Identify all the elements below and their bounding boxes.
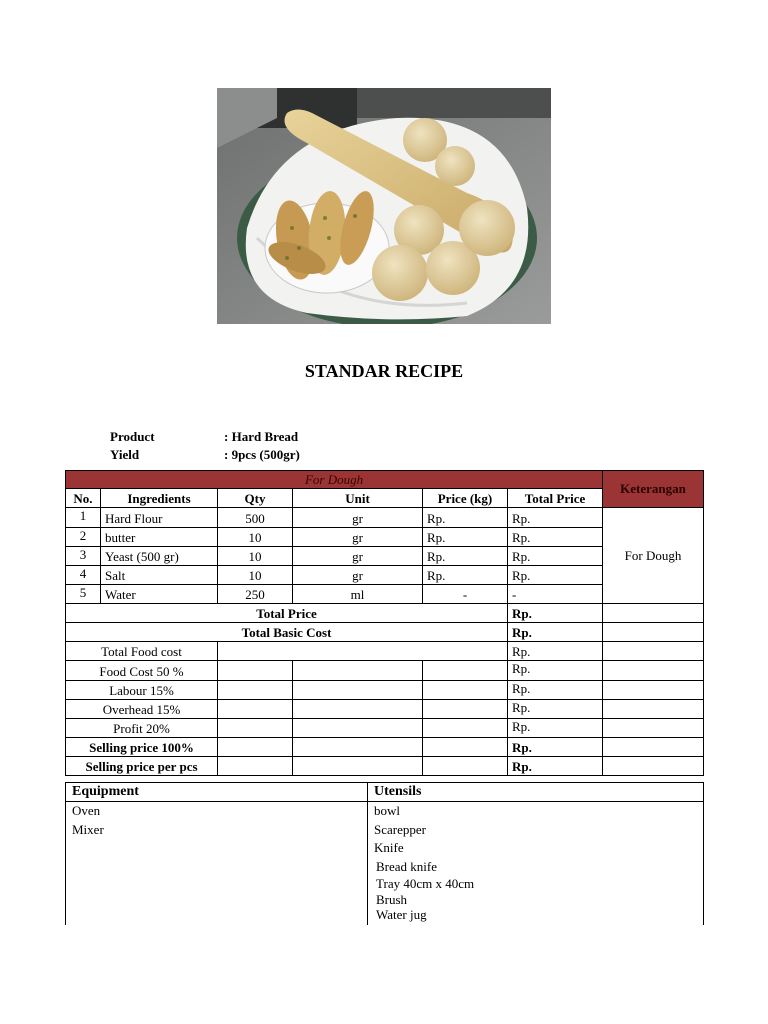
cost-value: Rp.: [508, 757, 603, 776]
keterangan-value: For Dough: [603, 508, 704, 604]
equipment-utensils-table: [65, 782, 704, 925]
row-total: -: [508, 585, 603, 604]
equipment-list: [66, 802, 368, 926]
row-price: Rp.: [423, 508, 508, 528]
row-price: Rp.: [423, 528, 508, 547]
total-basic-cost-label: Total Basic Cost: [66, 623, 508, 642]
utensil-item: bowl: [374, 803, 400, 818]
col-header-no: No.: [66, 489, 101, 508]
cost-value: Rp.: [508, 661, 603, 681]
col-header-qty: Qty: [218, 489, 293, 508]
row-qty: 250: [218, 585, 293, 604]
utensil-item: Water jug: [376, 907, 427, 922]
row-qty: 10: [218, 547, 293, 566]
bread-basket-photo: [217, 88, 551, 324]
row-unit: ml: [293, 585, 423, 604]
page-title: STANDAR RECIPE: [304, 361, 464, 381]
row-price: -: [423, 585, 508, 604]
row-no: 4: [66, 566, 101, 585]
row-total: Rp.: [508, 528, 603, 547]
row-unit: gr: [293, 566, 423, 585]
row-qty: 10: [218, 566, 293, 585]
row-total: Rp.: [508, 508, 603, 528]
cost-label: Selling price per pcs: [66, 757, 218, 776]
row-no: 2: [66, 528, 101, 547]
total-price-label: Total Price: [66, 604, 508, 623]
utensil-item: Tray 40cm x 40cm: [376, 876, 475, 891]
col-header-ingredients: Ingredients: [101, 489, 218, 508]
total-basic-cost-value: Rp.: [508, 623, 603, 642]
row-qty: 500: [218, 508, 293, 528]
utensil-item: Scarepper: [374, 821, 426, 837]
row-ingredient: Hard Flour: [101, 508, 218, 528]
cost-value: Rp.: [508, 700, 603, 719]
cost-value: Rp.: [508, 738, 603, 757]
row-ingredient: butter: [101, 528, 218, 547]
yield-label: Yield: [110, 447, 140, 462]
equipment-header: Equipment: [66, 783, 368, 802]
row-no: 5: [66, 585, 101, 604]
yield-value: : 9pcs (500gr): [224, 447, 300, 462]
equipment-item: Mixer: [72, 821, 104, 837]
keterangan-header: Keterangan: [603, 471, 704, 508]
recipe-table: [65, 470, 704, 776]
col-header-unit: Unit: [293, 489, 423, 508]
col-header-price: Price (kg): [423, 489, 508, 508]
cost-label: Labour 15%: [66, 681, 218, 700]
product-value: : Hard Bread: [224, 429, 299, 444]
cost-label: Food Cost 50 %: [66, 661, 218, 681]
utensils-list: [368, 802, 704, 926]
cost-value: Rp.: [508, 681, 603, 700]
product-label: Product: [110, 429, 155, 444]
total-price-value: Rp.: [508, 604, 603, 623]
utensil-item: Bread knife: [376, 858, 438, 874]
row-qty: 10: [218, 528, 293, 547]
row-ingredient: Yeast (500 gr): [101, 547, 218, 566]
section-header: For Dough: [66, 471, 603, 489]
row-unit: gr: [293, 508, 423, 528]
equipment-item: Oven: [72, 803, 101, 818]
cost-label: Total Food cost: [66, 642, 218, 661]
row-no: 1: [66, 508, 101, 528]
row-no: 3: [66, 547, 101, 566]
row-unit: gr: [293, 547, 423, 566]
row-unit: gr: [293, 528, 423, 547]
cost-value: Rp.: [508, 642, 603, 661]
row-total: Rp.: [508, 547, 603, 566]
cost-value: Rp.: [508, 719, 603, 738]
row-price: Rp.: [423, 566, 508, 585]
cost-label: Profit 20%: [66, 719, 218, 738]
utensil-item: Knife: [374, 840, 404, 855]
row-ingredient: Water: [101, 585, 218, 604]
row-ingredient: Salt: [101, 566, 218, 585]
cost-label: Overhead 15%: [66, 700, 218, 719]
cost-label: Selling price 100%: [66, 738, 218, 757]
row-price: Rp.: [423, 547, 508, 566]
utensils-header: Utensils: [368, 783, 704, 802]
col-header-total-price: Total Price: [508, 489, 603, 508]
utensil-item: Brush: [376, 892, 408, 907]
row-total: Rp.: [508, 566, 603, 585]
